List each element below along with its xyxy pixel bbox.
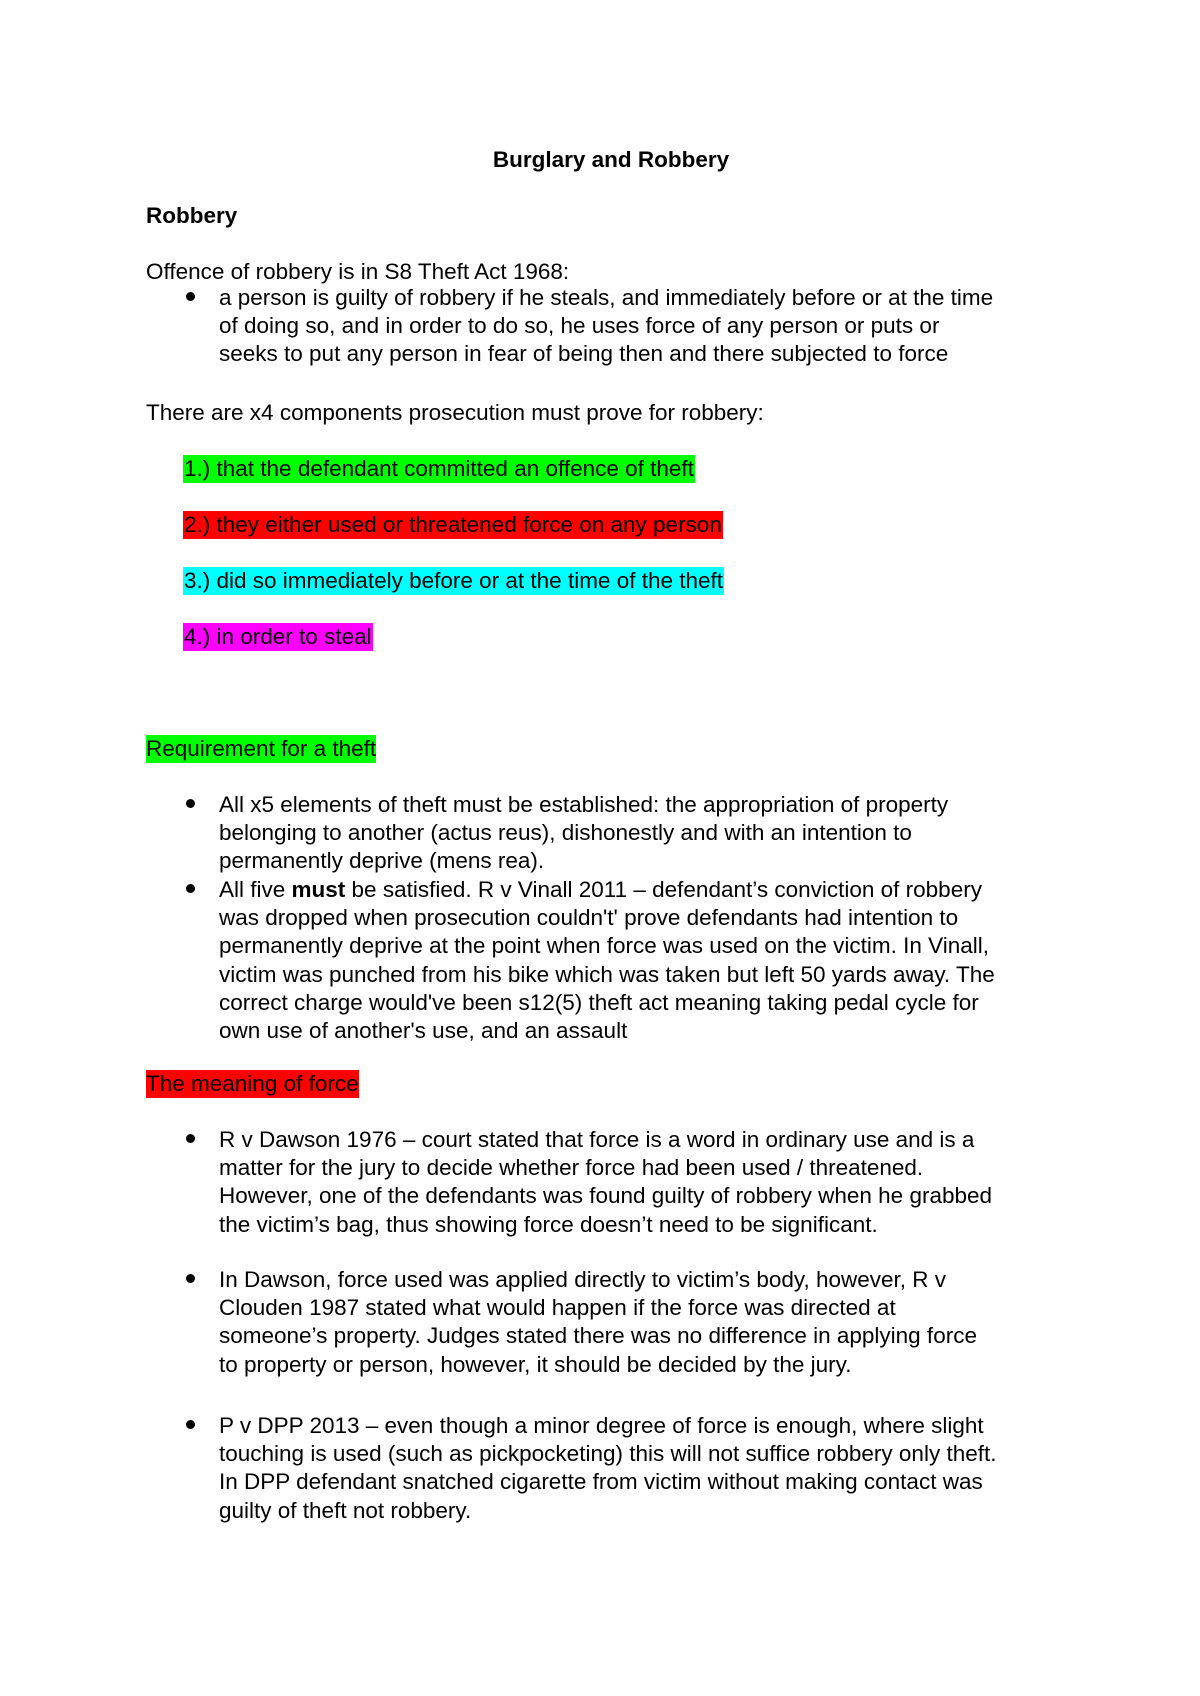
- component-1-text: 1.) that the defendant committed an offence of theft: [184, 456, 694, 481]
- document-title: Burglary and Robbery: [492, 147, 730, 172]
- theft-bullet-2-line: correct charge would've been s12(5) theft act meaning taking pedal cycle for: [219, 989, 979, 1015]
- components-intro: There are x4 components prosecution must prove for robbery:: [146, 400, 764, 425]
- theft-bullet-2-prefix: All five: [219, 877, 292, 902]
- component-item: [183, 511, 723, 539]
- force-bullet-1-line: the victim’s bag, thus showing force doesn’t need to be significant.: [219, 1211, 878, 1237]
- theft-bullet-2-line: permanently deprive at the point when force was used on the victim. In Vinall,: [219, 933, 990, 959]
- robbery-definition: [219, 284, 1079, 369]
- theft-bullet-1-line: permanently deprive (mens rea).: [219, 848, 545, 874]
- component-item: [183, 623, 373, 651]
- component-2-text: 2.) they either used or threatened force on any person: [184, 512, 722, 537]
- theft-bullet-2-suffix: be satisfied. R v Vinall 2011 – defendant’s conviction of robbery: [345, 877, 982, 902]
- theft-bullet-1: [219, 791, 1079, 876]
- theft-heading: Requirement for a theft: [146, 736, 377, 761]
- theft-heading-line: [146, 735, 376, 763]
- bullet-icon: [186, 799, 195, 808]
- theft-bullet-2-line: own use of another's use, and an assault: [219, 1018, 628, 1044]
- robbery-intro: Offence of robbery is in S8 Theft Act 1968:: [146, 259, 570, 284]
- force-bullet-3-line: guilty of theft not robbery.: [219, 1497, 472, 1523]
- bullet-icon: [186, 884, 195, 893]
- component-item: [183, 455, 695, 483]
- force-bullet-3: [219, 1412, 1079, 1525]
- bullet-icon: [186, 1274, 195, 1283]
- bullet-icon: [186, 292, 195, 301]
- theft-bullet-1-line: belonging to another (actus reus), dishonestly and with an intention to: [219, 820, 912, 846]
- theft-bullet-2-line: was dropped when prosecution couldn't' prove defendants had intention to: [219, 905, 959, 931]
- theft-bullet-2-bold: must: [291, 877, 346, 902]
- force-bullet-2-line: In Dawson, force used was applied directly to victim’s body, however, R v: [219, 1267, 946, 1292]
- theft-bullet-2-first-line: [219, 876, 1079, 904]
- definition-line: seeks to put any person in fear of being then and there subjected to force: [219, 341, 949, 367]
- force-bullet-3-line: In DPP defendant snatched cigarette from victim without making contact was: [219, 1469, 983, 1495]
- force-bullet-1-line: However, one of the defendants was found guilty of robbery when he grabbed: [219, 1183, 993, 1209]
- component-4-text: 4.) in order to steal: [184, 624, 372, 649]
- force-bullet-2-line: to property or person, however, it should be decided by the jury.: [219, 1351, 852, 1377]
- force-bullet-1-line: R v Dawson 1976 – court stated that force is a word in ordinary use and is a: [219, 1127, 975, 1152]
- definition-line: of doing so, and in order to do so, he uses force of any person or puts or: [219, 313, 940, 339]
- force-bullet-1-line: matter for the jury to decide whether force had been used / threatened.: [219, 1155, 924, 1181]
- force-bullet-3-line: touching is used (such as pickpocketing) this will not suffice robbery only theft.: [219, 1441, 997, 1467]
- bullet-icon: [186, 1420, 195, 1429]
- force-bullet-1: [219, 1126, 1079, 1239]
- definition-line: a person is guilty of robbery if he steals, and immediately before or at the time: [219, 285, 994, 310]
- component-item: [183, 567, 724, 595]
- theft-bullet-2-line: victim was punched from his bike which was taken but left 50 yards away. The: [219, 961, 995, 987]
- theft-bullet-2: [219, 876, 1079, 1045]
- force-heading-line: [146, 1070, 359, 1098]
- force-heading: The meaning of force: [146, 1071, 359, 1096]
- robbery-heading: Robbery: [146, 203, 238, 228]
- force-bullet-3-line: P v DPP 2013 – even though a minor degree of force is enough, where slight: [219, 1413, 984, 1438]
- component-3-text: 3.) did so immediately before or at the time of the theft: [184, 568, 724, 593]
- force-bullet-2-line: Clouden 1987 stated what would happen if the force was directed at: [219, 1295, 896, 1321]
- theft-bullet-1-line: All x5 elements of theft must be established: the appropriation of property: [219, 792, 949, 817]
- force-bullet-2: [219, 1266, 1079, 1379]
- force-bullet-2-line: someone’s property. Judges stated there was no difference in applying force: [219, 1323, 977, 1349]
- bullet-icon: [186, 1134, 195, 1143]
